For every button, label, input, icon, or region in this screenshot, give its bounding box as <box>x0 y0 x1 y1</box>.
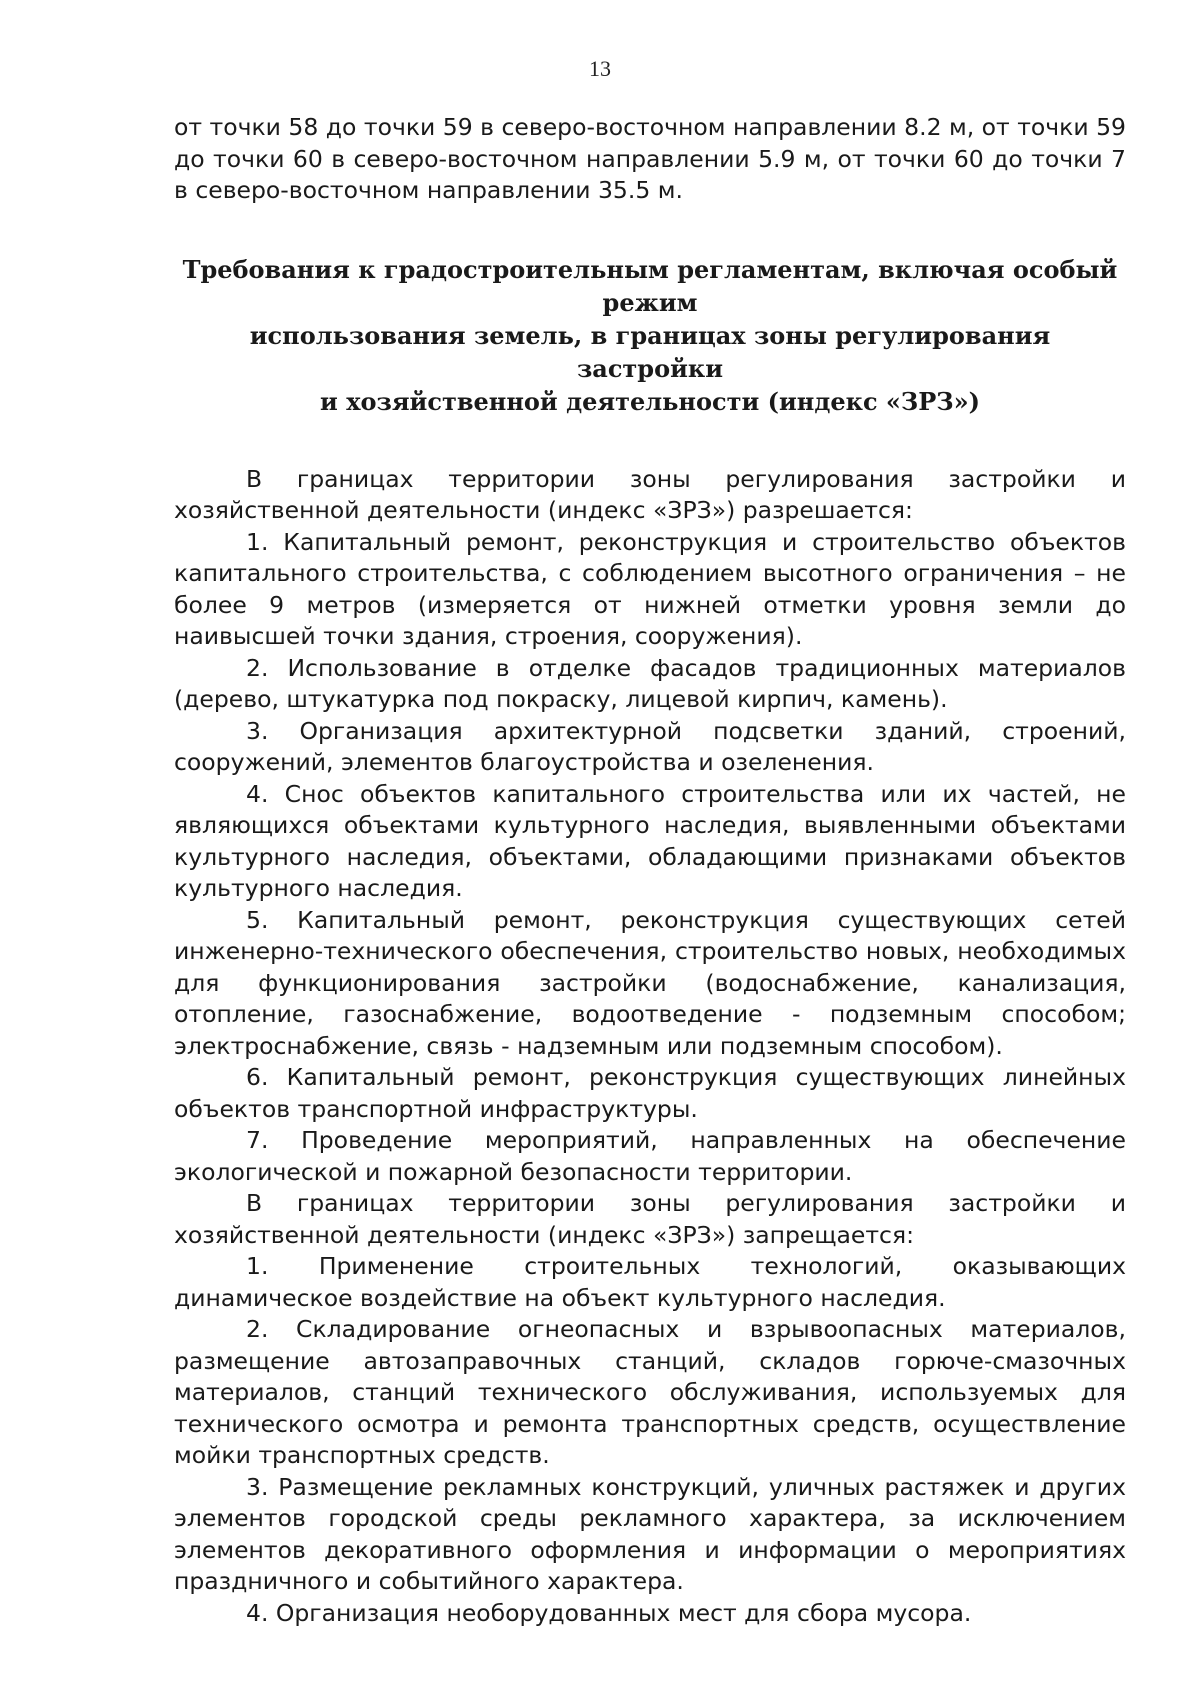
allowed-item: 4. Снос объектов капитального строительства или их частей, не являющихся объектами культурного наследия, выявленными объектами культурного наследия, объектами, обладающими признаками объектов культурного наследия. <box>174 779 1126 902</box>
heading-line: и хозяйственной деятельности (индекс «ЗРЗ») <box>320 386 980 416</box>
allowed-item: 5. Капитальный ремонт, реконструкция существующих сетей инженерно-технического обеспечения, строительство новых, необходимых для функционирования застройки (водоснабжение, канализация, отопление, газоснабжение, водоотведение - подземным способом; электроснабжение, связь - надземным или подземным способом). <box>174 905 1126 1060</box>
prohibited-item: 4. Организация необорудованных мест для сбора мусора. <box>246 1598 972 1627</box>
prohibited-item: 2. Складирование огнеопасных и взрывоопасных материалов, размещение автозаправочных станций, складов горюче-смазочных материалов, станций технического обслуживания, используемых для технического осмотра и ремонта транспортных средств, осуществление мойки транспортных средств. <box>174 1315 1126 1469</box>
prohibited-item: 3. Размещение рекламных конструкций, уличных растяжек и других элементов городской среды рекламного характера, за исключением элементов декоративного оформления и информации о мероприятиях праздничного и событийного характера. <box>174 1472 1126 1595</box>
section-heading <box>174 253 1126 418</box>
allowed-item: 6. Капитальный ремонт, реконструкция существующих линейных объектов транспортной инфраструктуры. <box>174 1063 1126 1123</box>
prohibited-item: 1. Применение строительных технологий, оказывающих динамическое воздействие на объект культурного наследия. <box>174 1252 1126 1312</box>
heading-line: Требования к градостроительным регламентам, включая особый режим <box>182 254 1118 317</box>
allowed-item: 7. Проведение мероприятий, направленных на обеспечение экологической и пожарной безопасности территории. <box>174 1126 1126 1186</box>
page-number: 13 <box>589 56 611 81</box>
intro-paragraph: от точки 58 до точки 59 в северо-восточном направлении 8.2 м, от точки 59 до точки 60 в северо-восточном направлении 5.9 м, от точки 60 до точки 7 в северо-восточном направлении 35.5 м. <box>174 113 1126 204</box>
heading-line: использования земель, в границах зоны регулирования застройки <box>249 320 1051 383</box>
document-body <box>174 112 1126 1629</box>
allowed-item: 3. Организация архитектурной подсветки зданий, строений, сооружений, элементов благоустройства и озеленения. <box>174 716 1126 776</box>
prohibited-lead-paragraph: В границах территории зоны регулирования застройки и хозяйственной деятельности (индекс «ЗРЗ») запрещается: <box>174 1189 1126 1249</box>
allowed-lead-paragraph: В границах территории зоны регулирования застройки и хозяйственной деятельности (индекс «ЗРЗ») разрешается: <box>174 464 1126 524</box>
allowed-item: 1. Капитальный ремонт, реконструкция и строительство объектов капитального строительства, с соблюдением высотного ограничения – не более 9 метров (измеряется от нижней отметки уровня земли до наивысшей точки здания, строения, сооружения). <box>174 527 1126 650</box>
allowed-item: 2. Использование в отделке фасадов традиционных материалов (дерево, штукатурка под покраску, лицевой кирпич, камень). <box>174 653 1126 713</box>
